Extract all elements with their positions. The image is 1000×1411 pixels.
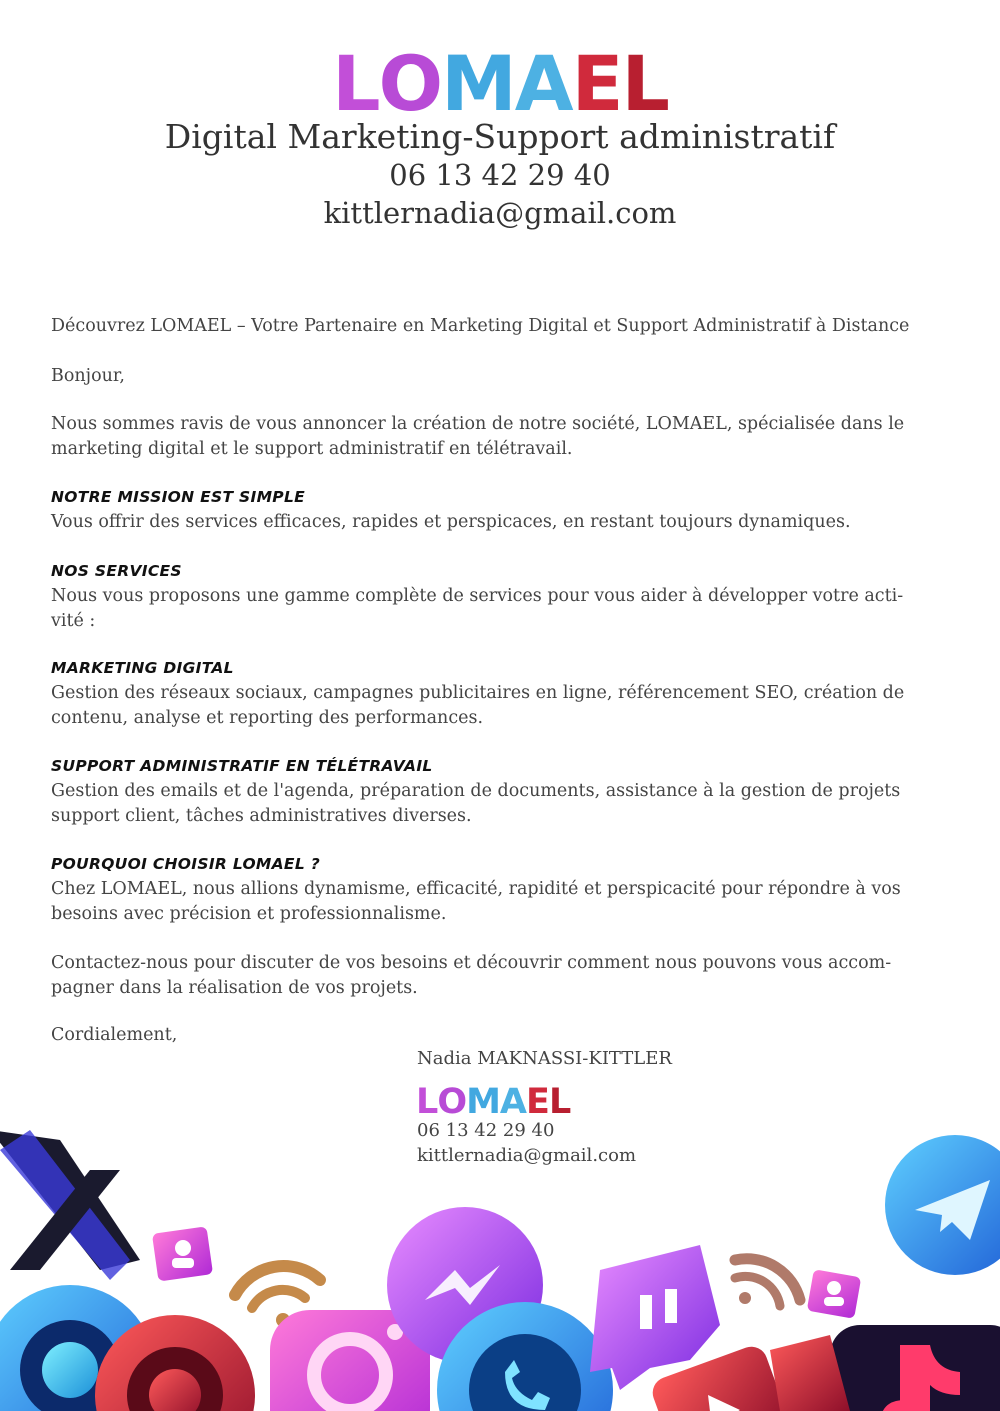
profile-card-icon bbox=[807, 1269, 862, 1319]
paragraph-line: marketing digital et le support administratif en télétravail. bbox=[51, 439, 573, 459]
logo-letter: M bbox=[466, 1082, 500, 1122]
logo-letter: L bbox=[621, 39, 668, 128]
paragraph-line: support client, tâches administratives diverses. bbox=[51, 806, 472, 826]
closing: Cordialement, bbox=[51, 1025, 178, 1045]
paragraph-line: vité : bbox=[51, 611, 96, 631]
logo-letter: E bbox=[526, 1082, 549, 1122]
logo-letter: O bbox=[378, 39, 442, 128]
mission-text: Vous offrir des services efficaces, rapides et perspicaces, en restant toujours dynamiques. bbox=[51, 512, 851, 532]
logo-letter: L bbox=[548, 1082, 571, 1122]
signature-email: kittlernadia@gmail.com bbox=[417, 1145, 637, 1166]
intro-paragraph bbox=[51, 412, 931, 462]
paragraph-line: contenu, analyse et reporting des performances. bbox=[51, 708, 484, 728]
paragraph-line: Gestion des réseaux sociaux, campagnes publicitaires en ligne, référencement SEO, création de bbox=[51, 683, 905, 703]
paragraph-line: besoins avec précision et professionnalisme. bbox=[51, 904, 447, 924]
services-paragraph bbox=[51, 584, 931, 634]
signature-name: Nadia MAKNASSI-KITTLER bbox=[417, 1048, 672, 1069]
logo-letter: L bbox=[332, 39, 379, 128]
social-icons-decoration bbox=[0, 1110, 1000, 1411]
logo-letter: A bbox=[499, 1082, 527, 1122]
contact-paragraph bbox=[51, 951, 931, 1001]
x-icon bbox=[0, 1130, 140, 1280]
paragraph-line: Chez LOMAEL, nous allions dynamisme, efficacité, rapidité et perspicacité pour répondre à vos bbox=[51, 879, 901, 899]
telegram-icon bbox=[885, 1135, 1000, 1275]
greeting: Bonjour, bbox=[51, 366, 125, 386]
support-heading: SUPPORT ADMINISTRATIF EN TÉLÉTRAVAIL bbox=[51, 757, 433, 775]
mission-heading: NOTRE MISSION EST SIMPLE bbox=[51, 488, 306, 506]
paragraph-line: Nous vous proposons une gamme complète de services pour vous aider à développer votre acti- bbox=[51, 586, 904, 606]
paragraph-line: Nous sommes ravis de vous annoncer la création de notre société, LOMAEL, spécialisée dans le bbox=[51, 414, 905, 434]
paragraph-line: Contactez-nous pour discuter de vos besoins et découvrir comment nous pouvons vous accom- bbox=[51, 953, 892, 973]
marketing-heading: MARKETING DIGITAL bbox=[51, 659, 234, 677]
profile-card-icon bbox=[152, 1226, 213, 1281]
header-email: kittlernadia@gmail.com bbox=[323, 196, 677, 230]
why-paragraph bbox=[51, 877, 931, 927]
tiktok-icon bbox=[830, 1325, 1000, 1411]
paragraph-line: Gestion des emails et de l'agenda, préparation de documents, assistance à la gestion de projets bbox=[51, 781, 901, 801]
signature-phone: 06 13 42 29 40 bbox=[417, 1120, 555, 1141]
support-paragraph bbox=[51, 779, 931, 829]
logo-letter: E bbox=[571, 39, 622, 128]
logo-letter: A bbox=[514, 39, 572, 128]
why-heading: POURQUOI CHOISIR LOMAEL ? bbox=[51, 855, 320, 873]
paragraph-line: pagner dans la réalisation de vos projets. bbox=[51, 978, 418, 998]
marketing-paragraph bbox=[51, 681, 931, 731]
header-phone: 06 13 42 29 40 bbox=[389, 158, 611, 192]
logo-letter: L bbox=[416, 1082, 438, 1122]
logo-letter: M bbox=[441, 39, 515, 128]
intro-line: Découvrez LOMAEL – Votre Partenaire en Marketing Digital et Support Administratif à Distance bbox=[51, 316, 910, 336]
brand-logo bbox=[0, 39, 1000, 128]
services-heading: NOS SERVICES bbox=[51, 562, 182, 580]
wifi-icon bbox=[735, 1259, 800, 1306]
header-tagline: Digital Marketing-Support administratif bbox=[164, 117, 836, 156]
logo-letter: O bbox=[437, 1082, 467, 1122]
